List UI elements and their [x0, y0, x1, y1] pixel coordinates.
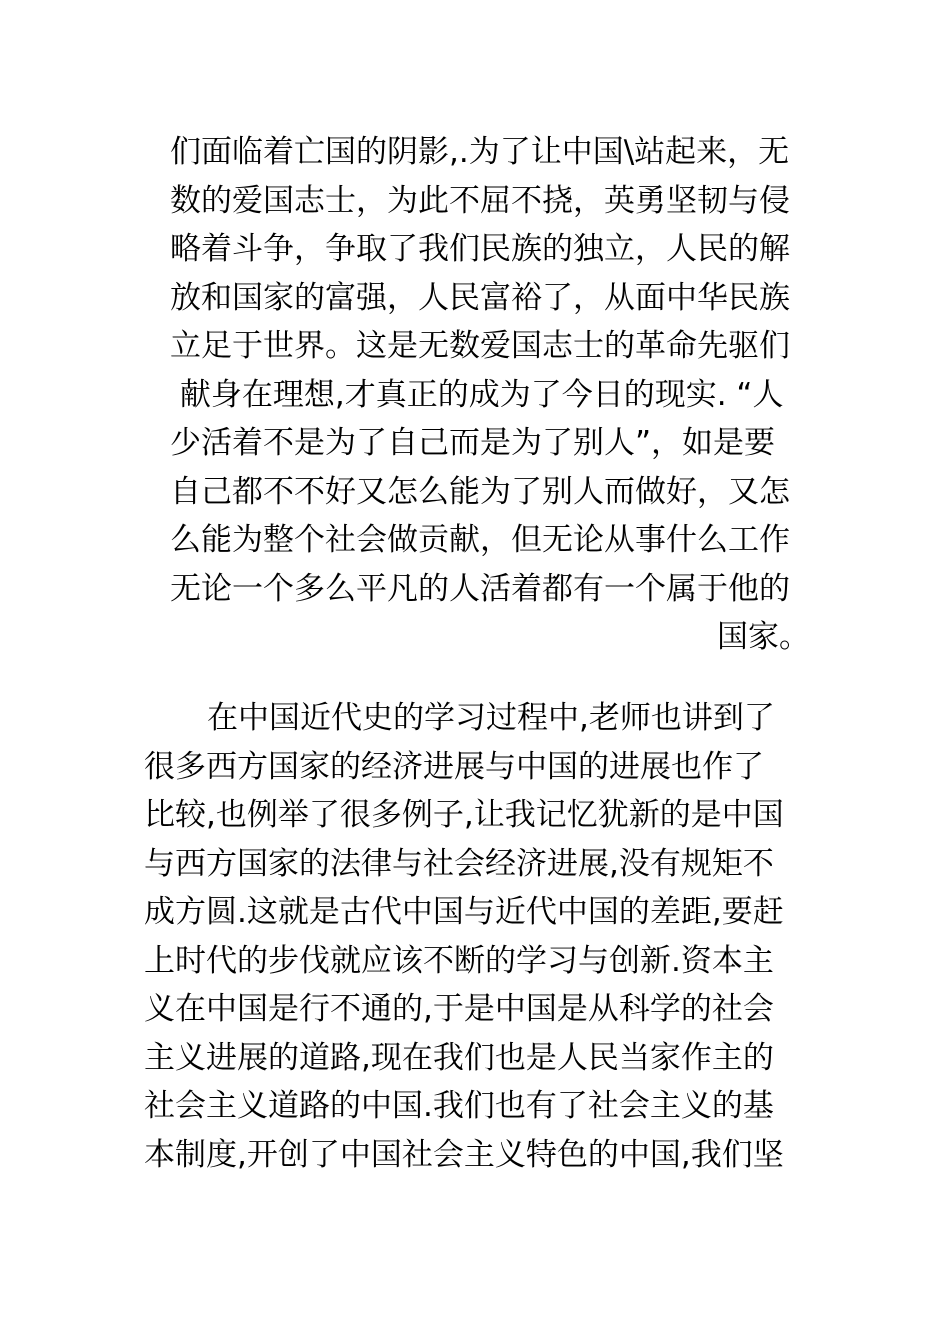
- text-line: 本制度,开创了中国社会主义特色的中国,我们坚: [144, 1136, 784, 1173]
- text-line: 么能为整个社会做贡献，但无论从事什么工作: [170, 522, 790, 558]
- text-line: 与西方国家的法律与社会经济进展,没有规矩不: [144, 845, 774, 882]
- text-line: 少活着不是为了自己而是为了别人”，如是要: [170, 425, 776, 461]
- text-line: 自己都不不好又怎么能为了别人而做好，又怎: [170, 473, 790, 510]
- text-line: 无论一个多么平凡的人活着都有一个属于他的: [170, 570, 790, 607]
- text-line: 立足于世界。这是无数爱国志士的革命先驱们: [170, 328, 790, 364]
- text-line: 主义进展的道路,现在我们也是人民当家作主的: [144, 1039, 774, 1076]
- text-line: 成方圆.这就是古代中国与近代中国的差距,要赶: [144, 894, 784, 930]
- paragraph-1: [170, 128, 810, 662]
- text-line: 略着斗争，争取了我们民族的独立，人民的解: [170, 231, 790, 267]
- text-line: 上时代的步伐就应该不断的学习与创新.资本主: [144, 942, 774, 979]
- text-line: 们面临着亡国的阴影,.为了让中国\站起来，无: [170, 134, 790, 170]
- text-line: 献身在理想,才真正的成为了今日的现实. “人: [170, 376, 784, 413]
- text-line: 放和国家的富强，人民富裕了，从面中华民族: [170, 279, 790, 316]
- text-line: 义在中国是行不通的,于是中国是从科学的社会: [144, 991, 774, 1027]
- text-line: 比较,也例举了很多例子,让我记忆犹新的是中国: [144, 797, 784, 833]
- text-line-first: 在中国近代史的学习过程中,老师也讲到了: [207, 700, 775, 736]
- text-line: 数的爱国志士，为此不屈不挠，英勇坚韧与侵: [170, 182, 790, 219]
- text-line: 社会主义道路的中国.我们也有了社会主义的基: [144, 1088, 774, 1124]
- text-line-last: 国家。: [717, 619, 810, 655]
- paragraph-2: [144, 694, 810, 1179]
- text-line: 很多西方国家的经济进展与中国的进展也作了: [144, 748, 764, 785]
